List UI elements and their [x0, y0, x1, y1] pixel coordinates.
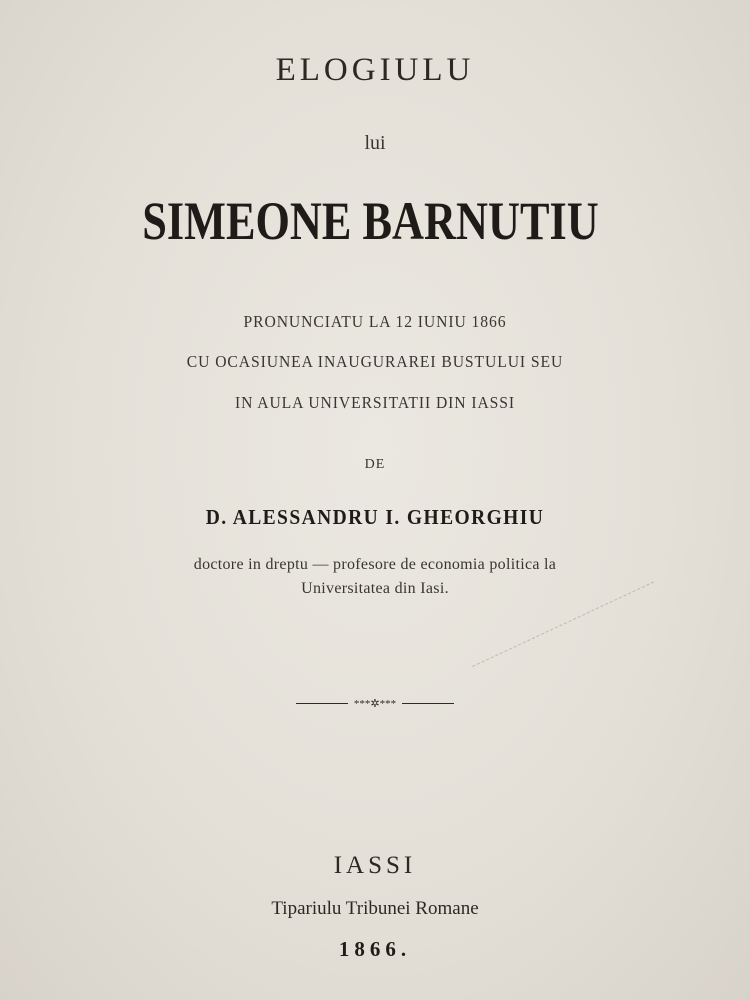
by-label: DE: [364, 457, 386, 472]
subtitle-line-3: IN AULA UNIVERSITATII DIN IASSI: [234, 393, 516, 412]
imprint-year: 1866.: [338, 937, 412, 961]
author-description-line-2: Universitatea din Iasi.: [301, 580, 449, 597]
title-main: ELOGIULU: [275, 52, 475, 88]
divider-rule-right: [402, 703, 454, 704]
subtitle-line-2: CU OCASIUNEA INAUGURAREI BUSTULUI SEU: [186, 352, 564, 371]
ornamental-divider: [0, 694, 750, 712]
divider-rule-left: [296, 703, 348, 704]
author-name: D. ALESSANDRU I. GHEORGHIU: [205, 505, 545, 529]
imprint-printer: Tipariulu Tribunei Romane: [271, 898, 479, 919]
imprint-place: IASSI: [333, 852, 417, 879]
divider-stars: ***✲***: [353, 697, 397, 710]
subtitle-line-1: PRONUNCIATU LA 12 IUNIU 1866: [243, 312, 507, 331]
title-name: SIMEONE BARNUTIU: [142, 191, 599, 251]
author-description-line-1: doctore in dreptu — profesore de economia politica la: [193, 556, 557, 573]
title-connector: lui: [364, 132, 386, 154]
paper-crease: [472, 582, 687, 740]
